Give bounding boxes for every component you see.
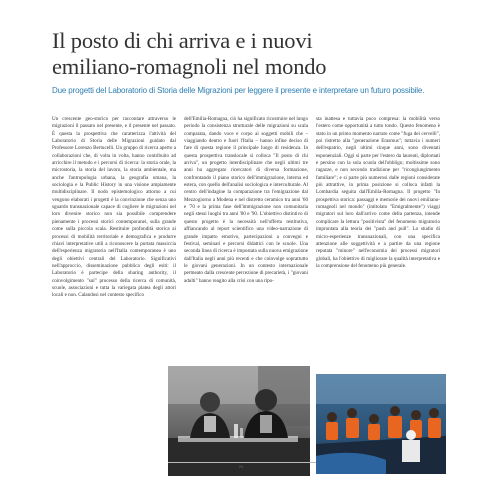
footer-rule [168,462,316,463]
column-2-text: dell'Emilia-Romagna, ciò ha significato ricostruire nel lungo periodo la consistenza strutturale delle migrazioni su scala comparata, dando voce e corpo ai soggetti mobili che – viaggiando dentro e fuori l'Italia – hanno infine deciso di fare di questa regione il principale luogo di residenza. In questa prospettiva translocale si colloca "Il posto di chi arriva", un progetto interdisciplinare che negli ultimi tre anni ha aggregato ricercatori di diversa formazione, confrontando il piano storico dell'immigrazione, interna ed estera, con quello dell'analisi sociologica e interculturale. Al centro dell'indagine la comparazione tra l'emigrazione dal Mezzogiorno a Modena e nel distretto ceramico tra anni '60 e '70 e la prima fase dell'immigrazione non comunitaria negli stessi luoghi tra anni '80 e '90. L'obiettivo distintivo di questo progetto è la necessità nell'offerta restitutiva, affiancando al report scientifico una video-narrazione di grande impatto emotivo, partecipazioni a convegni e festival, seminari e percorsi didattici con le scuole. Una seconda linea di ricerca è impostata sulla nuova emigrazione dall'Italia negli anni più recenti e che coinvolge soprattutto le giovani generazioni. In un contesto internazionale permeato dalla crescente percezione di precarietà, i "giovani adulti" hanno reagito alla crisi con una ripo- [184,116,308,284]
photo-migrants-boat [316,374,446,474]
article-subtitle: Due progetti del Laboratorio di Storia delle Migrazioni per leggere il presente e interpretare un futuro possibile. [52,86,425,95]
title-line-2: emiliano-romagnoli nel mondo [52,54,327,79]
color-photo-image [316,374,446,474]
text-column-2 [184,116,308,362]
photo-men-at-table [168,366,310,476]
text-column-3 [316,116,440,370]
text-column-1 [52,116,176,390]
bw-photo-image [168,366,310,476]
article-title [52,28,452,80]
page-number: 24 [238,464,244,469]
title-line-1: Il posto di chi arriva e i nuovi [52,28,313,53]
column-3-text: sta inattesa e tuttavia poco compresa: la mobilità verso l'estero come opportunità a tutto tondo. Questo fenomeno è stato in un primo momento narrato come "fuga dei cervelli", poi ristretto alla "generazione Erasmus"; tuttavia i numeri dell'espatrio, negli ultimi cinque anni, sono diventati esponenziali. Oggi si parte per l'estero da laureati, diplomati e persino con la sola scuola dell'obbligo; moltissime sono ragazze, e non secondo tradizione per "ricongiungimento familiare"; e si parte più numerosi dalle regioni considerate più attrattive, in prima posizione si colloca infatti la Lombardia seguita dall'Emilia-Romagna. Il progetto "In prospettiva storica: passaggi e memorie dei nuovi emiliano-romagnoli nel mondo" (intitolato "Emigralmente") viaggi migratori sul loro dall'arrivo come della partenza, intende complicare la lettura "positivista" del fenomeno migratorio improntata alla teoria dei "push and pull". Lo studio di micro-esperienze transnazionali, con una specifica attenzione alle soggettività e a partire da una regione reputata "minore" nell'economia dei processi migratori globali, ha l'obiettivo di migliorare la qualità interpretativa e la comprensione del fenomeno più generale. [316,116,440,269]
column-1-text: Un crescente geo-storico per raccontare attraverso le migrazioni il passato nel presente, e il presente nel passato. È questa la prospettiva che caratterizza l'attività del Laboratorio di Storia delle Migrazioni guidato dal Professore Lorenzo Bertucelli. Un gruppo di ricerca aperto a collaborazioni che, di volta in volta, hanno contribuito ad arricchire il metodo e i percorsi di ricerca: la storia orale, la microstoria, la storia del lavoro, la storia ambientale, ma anche l'antropologia urbana, la geografia umana, la sociologia e la Public History in una visione ampiamente multidisciplinare. Il nodo epistemologico attorno a cui vengono elaborati i progetti è la convinzione che senza uno sguardo transnazionale capace di cogliere le migrazioni nel loro divenire storico non sia possibile comprendere pienamente i processi storici contemporanei, sulla grande come sulla piccola scala. Restituire profondità storica ai processi di mobilità territoriale e demografica e produrre chiavi interpretative utili a riconoscere la portata massiccia dell'esperienza migratoria nell'Italia contemporanea è uno degli obiettivi centrali del Laboratorio. Significativi nell'approccio, disseminazione pubblica degli esiti: il Laboratorio è partecipe della sharing authority, il coinvolgimento "sul" processo della ricerca di comunità, scuole, associazioni e tutta la variegata platea degli attori locali e non. Calandosi nel contesto specifico [52,116,176,299]
